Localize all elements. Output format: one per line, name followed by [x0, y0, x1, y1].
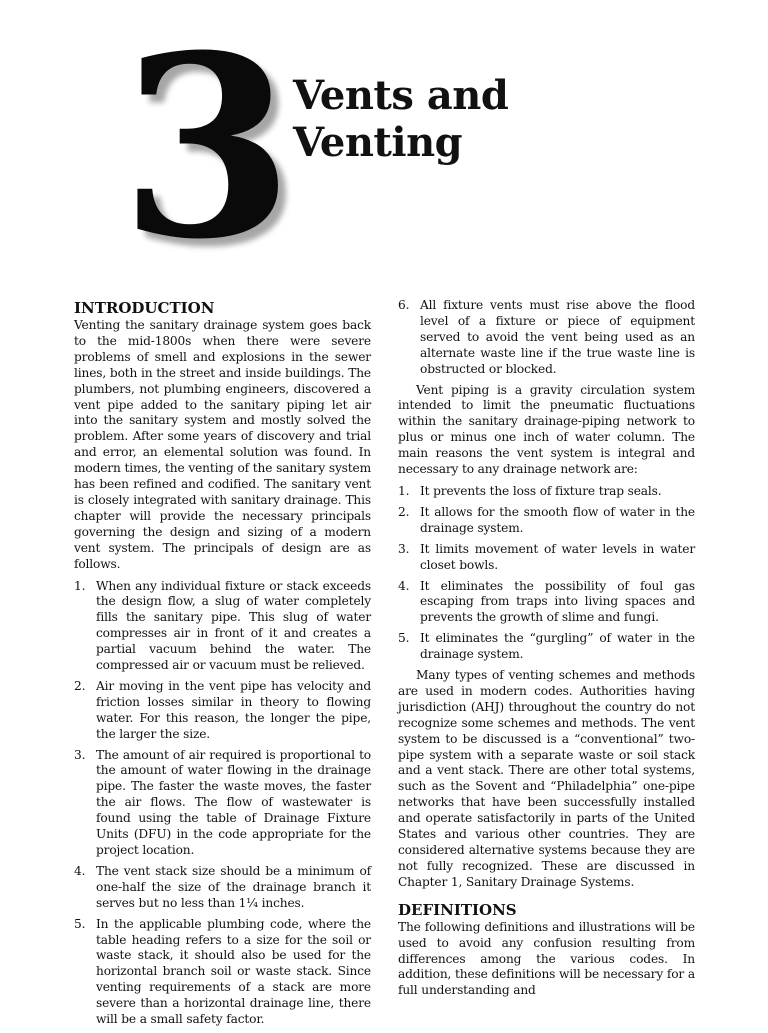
design-principles-list	[74, 579, 371, 1028]
vent-reasons-list	[398, 484, 695, 663]
list-item-number: 4.	[74, 863, 86, 878]
list-item-text: It allows for the smooth flow of water in the drainage system.	[420, 504, 695, 535]
list-item-number: 5.	[74, 916, 86, 931]
chapter-title	[293, 72, 508, 166]
list-item-number: 1.	[398, 483, 410, 498]
venting-schemes-paragraph: Many types of venting schemes and methods are used in modern codes. Authorities having jurisdiction (AHJ) throughout the country do not recognize some schemes and methods. The vent system to be discussed is a “conventional” two-pipe system with a separate waste or soil stack and a vent stack. There are other total systems, such as the Sovent and “Philadelphia” one-pipe networks that have been successfully installed and operate satisfactorily in parts of the United States and various other countries. They are considered alternative systems because they are not fully recognized. These are discussed in Chapter 1, Sanitary Drainage Systems.	[398, 668, 695, 889]
list-item-text: It eliminates the possibility of foul gas escaping from traps into living spaces and prevents the growth of slime and fungi.	[420, 578, 695, 625]
list-item	[398, 505, 695, 537]
list-item-text: The amount of air required is proportional to the amount of water flowing in the drainage pipe. The faster the waste moves, the faster the air flows. The flow of wastewater is found using the table of Drainage Fixture Units (DFU) in the code appropriate for the project location.	[96, 747, 371, 857]
introduction-paragraph: Venting the sanitary drainage system goes back to the mid-1800s when there were severe problems of smell and explosions in the sewer lines, both in the street and inside buildings. The plumbers, not plumbing engineers, discovered a vent pipe added to the sanitary piping let air into the sanitary system and mostly solved the problem. After some years of discovery and trial and error, an elemental solution was found. In modern times, the venting of the sanitary system has been refined and codified. The sanitary vent is closely integrated with sanitary drainage. This chapter will provide the necessary principals governing the design and sizing of a modern vent system. The principals of design are as follows.	[74, 318, 371, 571]
list-item-text: The vent stack size should be a minimum of one-half the size of the drainage branch it serves but no less than 1¼ inches.	[96, 863, 371, 910]
list-item-number: 2.	[74, 678, 86, 693]
left-column	[74, 298, 371, 1033]
list-item-number: 3.	[74, 747, 86, 762]
list-item-text: When any individual fixture or stack exceeds the design flow, a slug of water completely fills the sanitary pipe. This slug of water compresses air in front of it and creates a partial vacuum behind the water. The compressed air or vacuum must be relieved.	[96, 578, 371, 673]
list-item-text: All fixture vents must rise above the flood level of a fixture or piece of equipment served to avoid the vent being used as an alternate waste line if the true waste line is obstructed or blocked.	[420, 298, 695, 376]
definitions-paragraph: The following definitions and illustrations will be used to avoid any confusion resulting from differences among the various codes. In addition, these definitions will be necessary for a full understanding and	[398, 919, 695, 998]
list-item	[74, 579, 371, 674]
design-principles-list-continued	[398, 298, 695, 378]
list-item-text: It limits movement of water levels in water closet bowls.	[420, 541, 695, 572]
list-item-number: 1.	[74, 578, 86, 593]
list-item	[398, 484, 695, 500]
list-item-text: Air moving in the vent pipe has velocity and friction losses similar in theory to flowing water. For this reason, the longer the pipe, the larger the size.	[96, 678, 371, 741]
right-column	[398, 298, 695, 999]
vent-piping-paragraph: Vent piping is a gravity circulation system intended to limit the pneumatic fluctuations within the sanitary drainage-piping network to plus or minus one inch of water column. The main reasons the vent system is integral and necessary to any drainage network are:	[398, 382, 695, 477]
list-item	[398, 631, 695, 663]
chapter-title-line-1: Vents and	[293, 72, 509, 119]
list-item	[398, 298, 695, 378]
chapter-number: 3	[120, 0, 290, 294]
definitions-heading: DEFINITIONS	[398, 900, 517, 919]
list-item	[398, 579, 695, 627]
list-item-number: 6.	[398, 298, 410, 312]
list-item-number: 3.	[398, 541, 410, 556]
list-item	[74, 679, 371, 743]
list-item-number: 2.	[398, 504, 410, 519]
list-item-number: 5.	[398, 631, 410, 646]
list-item	[398, 542, 695, 574]
list-item	[74, 864, 371, 912]
list-item-number: 4.	[398, 578, 410, 593]
introduction-heading: INTRODUCTION	[74, 299, 215, 317]
chapter-title-line-2: Venting	[293, 119, 463, 166]
list-item-text: It eliminates the “gurgling” of water in the drainage system.	[420, 631, 695, 662]
list-item-text: In the applicable plumbing code, where the table heading refers to a size for the soil or waste stack, it should also be used for the horizontal branch soil or waste stack. Since venting requirements of a stack are more severe than a horizontal drainage line, there will be a small safety factor.	[96, 916, 371, 1027]
list-item-text: It prevents the loss of fixture trap seals.	[420, 483, 662, 498]
list-item	[74, 917, 371, 1028]
list-item	[74, 748, 371, 859]
